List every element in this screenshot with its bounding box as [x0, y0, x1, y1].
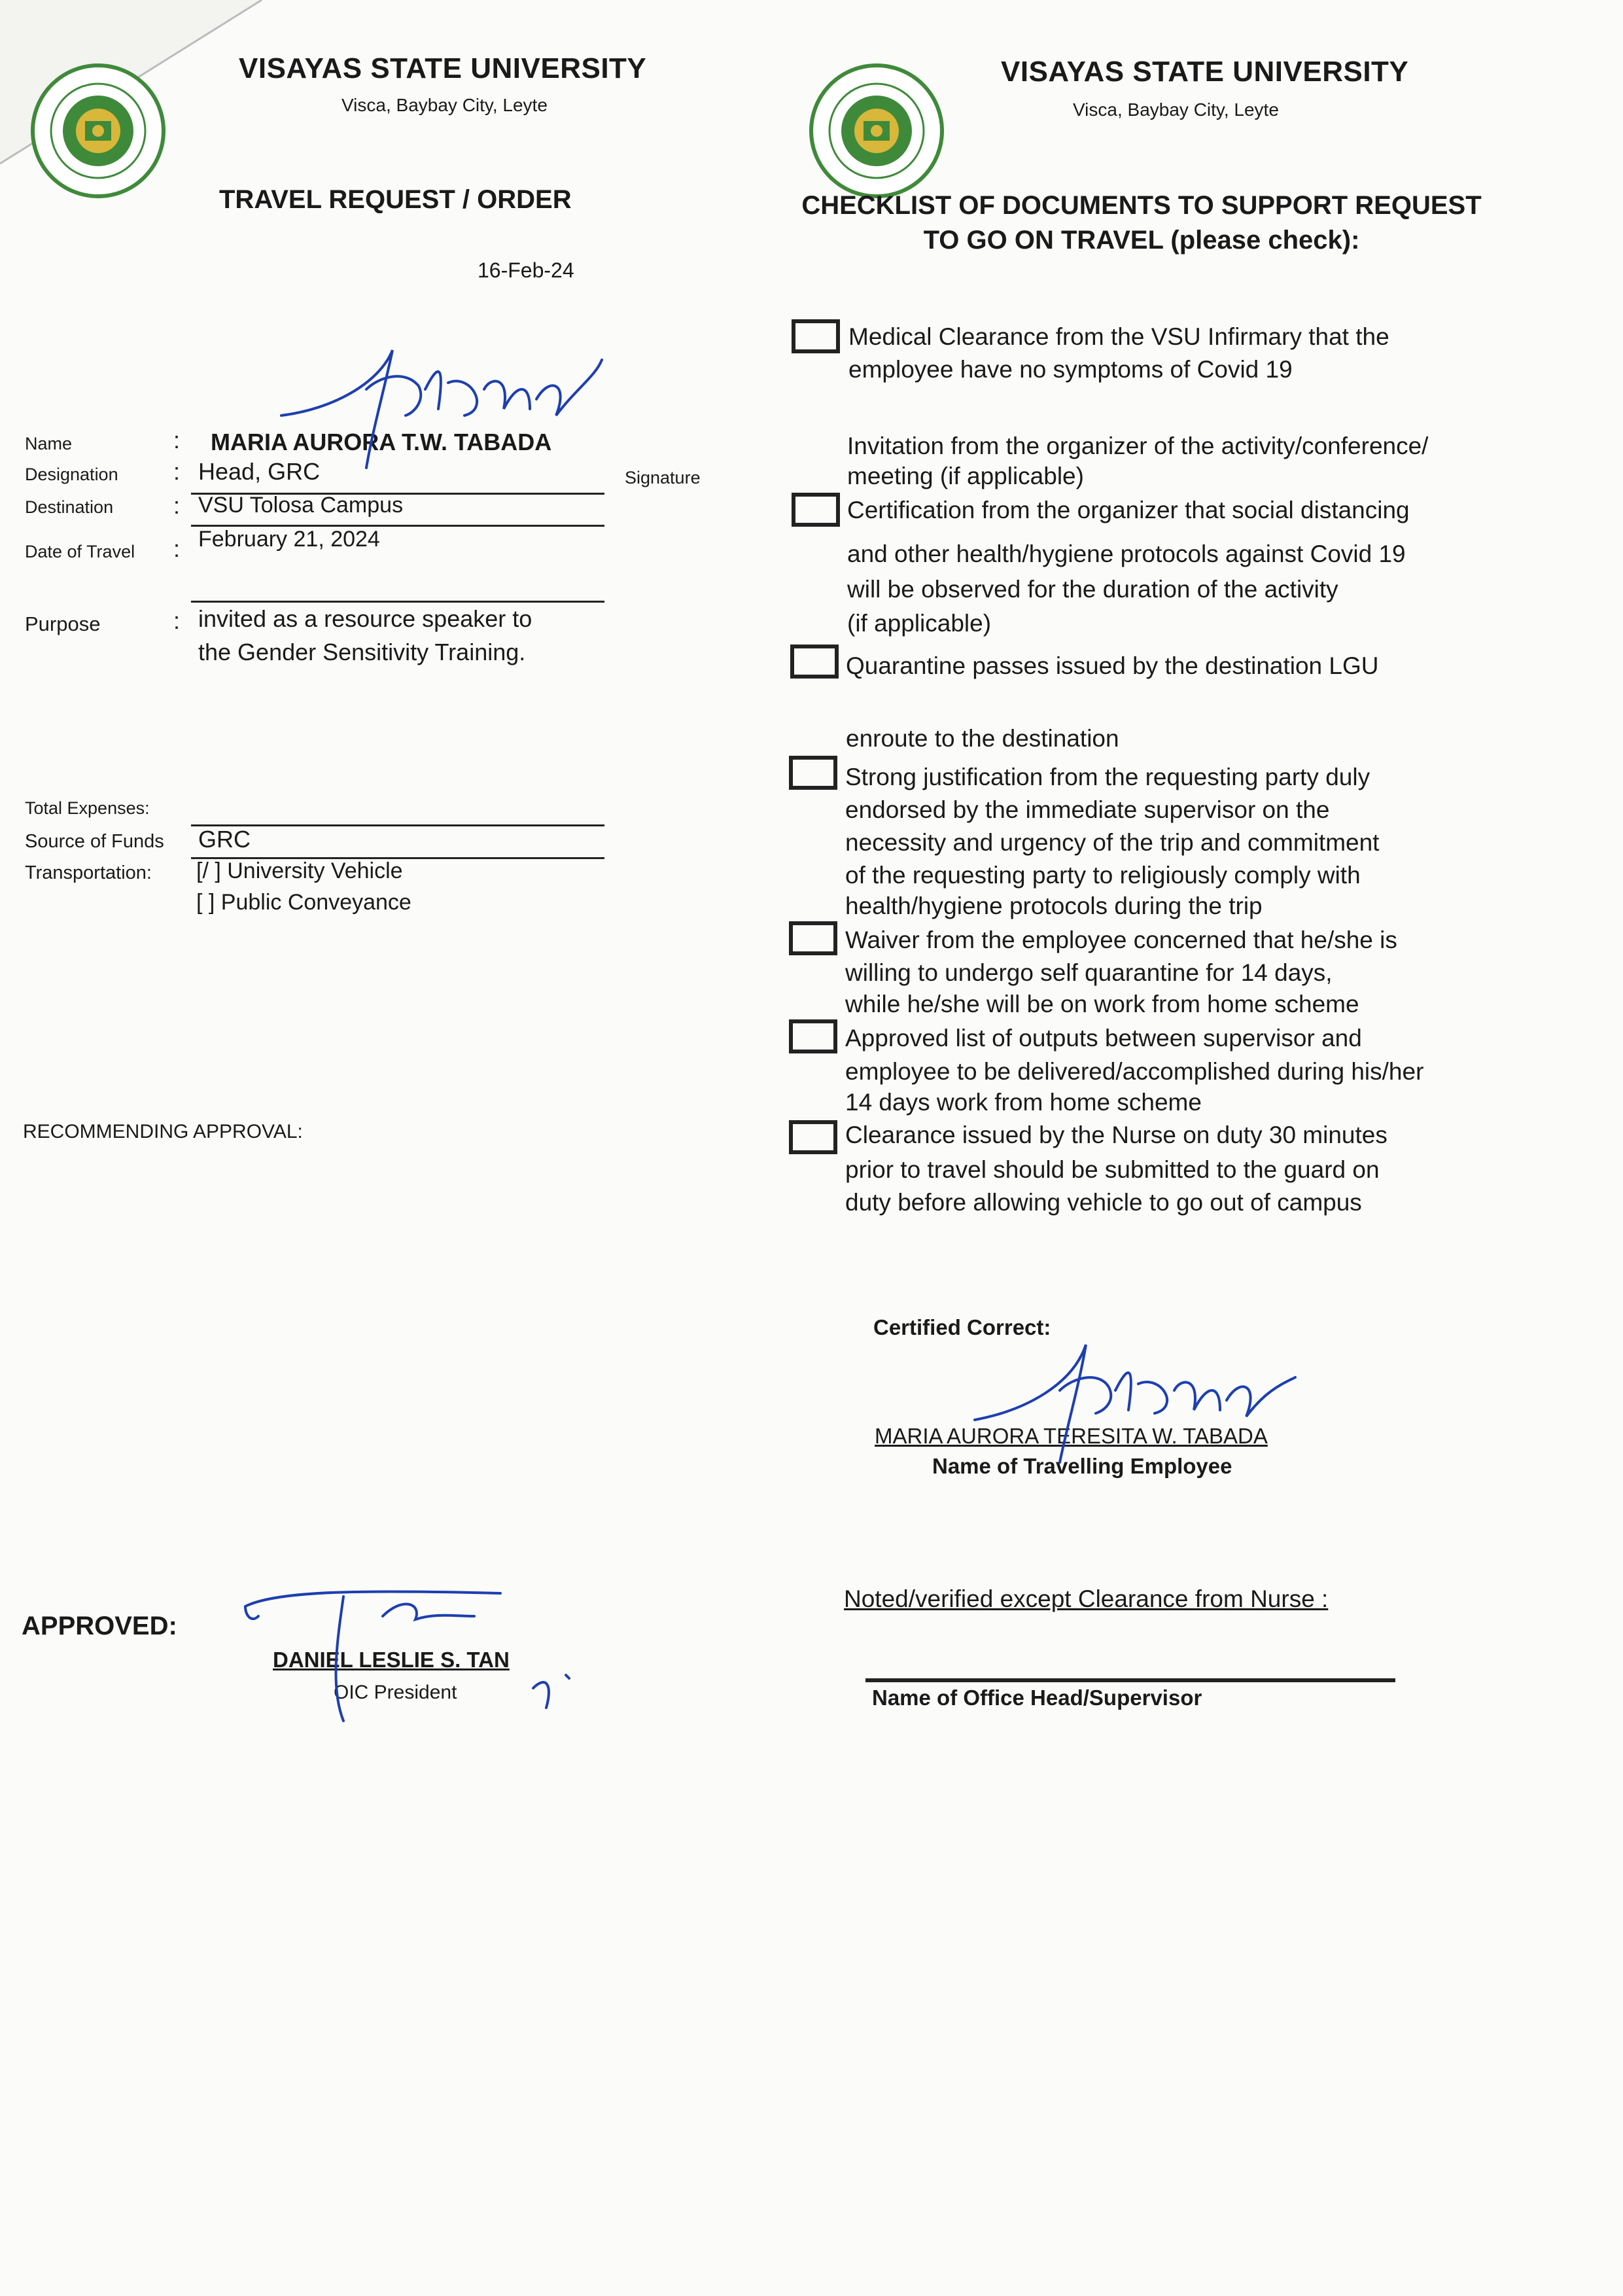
- checklist-item-line: prior to travel should be submitted to the guard on: [845, 1156, 1380, 1183]
- office-head-caption: Name of Office Head/Supervisor: [872, 1686, 1202, 1710]
- university-name-right: VISAYAS STATE UNIVERSITY: [1001, 56, 1409, 88]
- total-expenses-label: Total Expenses:: [25, 798, 150, 818]
- university-seal-left: [29, 62, 167, 200]
- university-seal-right: [808, 62, 945, 200]
- colon: :: [173, 535, 181, 562]
- recommending-approval-label: RECOMMENDING APPROVAL:: [23, 1121, 303, 1142]
- source-of-funds-value: GRC: [198, 826, 251, 853]
- name-value: MARIA AURORA T.W. TABADA: [211, 429, 552, 455]
- checklist-title-line-1: CHECKLIST OF DOCUMENTS TO SUPPORT REQUEST: [801, 191, 1482, 220]
- checklist-item-line: Waiver from the employee concerned that he/she is: [845, 927, 1397, 953]
- checkbox-certification[interactable]: [792, 493, 840, 527]
- date-underline: [191, 601, 604, 603]
- approver-title: OIC President: [334, 1682, 457, 1703]
- approver-name: DANIEL LESLIE S. TAN: [273, 1648, 510, 1672]
- checklist-item-line: Certification from the organizer that social distancing: [847, 497, 1410, 523]
- university-name-left: VISAYAS STATE UNIVERSITY: [239, 52, 647, 84]
- transport-option-university-vehicle: [/ ] University Vehicle: [196, 858, 403, 883]
- colon: :: [173, 427, 181, 453]
- employee-signature: [968, 1332, 1308, 1462]
- checkbox-waiver[interactable]: [789, 921, 837, 955]
- transport-option-public-conveyance: [ ] Public Conveyance: [196, 890, 411, 915]
- checklist-item-line: duty before allowing vehicle to go out of campus: [845, 1189, 1362, 1216]
- checklist-item-line: Quarantine passes issued by the destination LGU: [846, 652, 1379, 679]
- checkbox-strong-justification[interactable]: [789, 756, 837, 790]
- checklist-item-line: meeting (if applicable): [847, 463, 1084, 489]
- travelling-employee-name: MARIA AURORA TERESITA W. TABADA: [875, 1424, 1268, 1448]
- purpose-line-1: invited as a resource speaker to: [198, 605, 532, 632]
- checklist-item-line: enroute to the destination: [846, 725, 1119, 752]
- checklist-item-line: Medical Clearance from the VSU Infirmary that the: [848, 323, 1389, 350]
- destination-label: Destination: [25, 497, 114, 517]
- checklist-item-line: Strong justification from the requesting party duly: [845, 764, 1370, 790]
- certified-correct-label: Certified Correct:: [873, 1315, 1051, 1339]
- approver-signature: [239, 1577, 592, 1727]
- checklist-item-line: health/hygiene protocols during the trip: [845, 892, 1263, 919]
- checklist-item-line: (if applicable): [847, 610, 992, 637]
- request-date: 16-Feb-24: [478, 258, 574, 282]
- checkbox-approved-outputs[interactable]: [789, 1019, 837, 1053]
- checklist-item-line: endorsed by the immediate supervisor on the: [845, 796, 1330, 823]
- name-label: Name: [25, 434, 73, 453]
- university-address-right: Visca, Baybay City, Leyte: [1073, 99, 1279, 120]
- noted-verified-label: Noted/verified except Clearance from Nurse :: [844, 1585, 1329, 1612]
- travelling-employee-caption: Name of Travelling Employee: [932, 1454, 1232, 1478]
- checklist-item-line: employee to be delivered/accomplished during his/her: [845, 1058, 1424, 1085]
- designation-label: Designation: [25, 465, 118, 484]
- colon: :: [173, 458, 181, 485]
- checklist-item-line: Invitation from the organizer of the activity/conference/: [847, 433, 1429, 459]
- checklist-item-line: willing to undergo self quarantine for 14 days,: [845, 959, 1333, 986]
- checkbox-quarantine-passes[interactable]: [790, 645, 839, 679]
- form-title: TRAVEL REQUEST / ORDER: [219, 185, 572, 214]
- signature-label: Signature: [625, 468, 701, 487]
- colon: :: [173, 492, 181, 519]
- checklist-item-line: while he/she will be on work from home scheme: [845, 991, 1359, 1017]
- office-head-signature-line: [865, 1678, 1395, 1682]
- checklist-item-line: 14 days work from home scheme: [845, 1089, 1202, 1116]
- checkbox-nurse-clearance[interactable]: [789, 1120, 837, 1154]
- source-of-funds-label: Source of Funds: [25, 831, 164, 852]
- designation-value: Head, GRC: [198, 458, 321, 485]
- date-of-travel-value: February 21, 2024: [198, 527, 380, 552]
- purpose-label: Purpose: [25, 612, 101, 635]
- checklist-item-line: will be observed for the duration of the activity: [847, 576, 1338, 603]
- approved-label: APPROVED:: [22, 1612, 177, 1640]
- transportation-label: Transportation:: [25, 862, 152, 883]
- checklist-item-line: employee have no symptoms of Covid 19: [848, 356, 1293, 383]
- checklist-title-line-2: TO GO ON TRAVEL (please check):: [923, 226, 1360, 255]
- total-underline: [191, 824, 604, 826]
- checklist-item-line: Clearance issued by the Nurse on duty 30 minutes: [845, 1122, 1387, 1148]
- checklist-item-line: necessity and urgency of the trip and commitment: [845, 829, 1380, 856]
- checkbox-medical-clearance[interactable]: [792, 319, 840, 353]
- destination-value: VSU Tolosa Campus: [198, 493, 404, 518]
- checklist-item-line: Approved list of outputs between supervisor and: [845, 1025, 1362, 1051]
- checklist-item-line: of the requesting party to religiously comply with: [845, 862, 1361, 889]
- colon: :: [173, 607, 181, 634]
- date-of-travel-label: Date of Travel: [25, 542, 135, 561]
- checklist-item-line: and other health/hygiene protocols against Covid 19: [847, 540, 1406, 567]
- university-address-left: Visca, Baybay City, Leyte: [341, 95, 548, 115]
- requester-signature: [275, 337, 628, 474]
- purpose-line-2: the Gender Sensitivity Training.: [198, 639, 526, 665]
